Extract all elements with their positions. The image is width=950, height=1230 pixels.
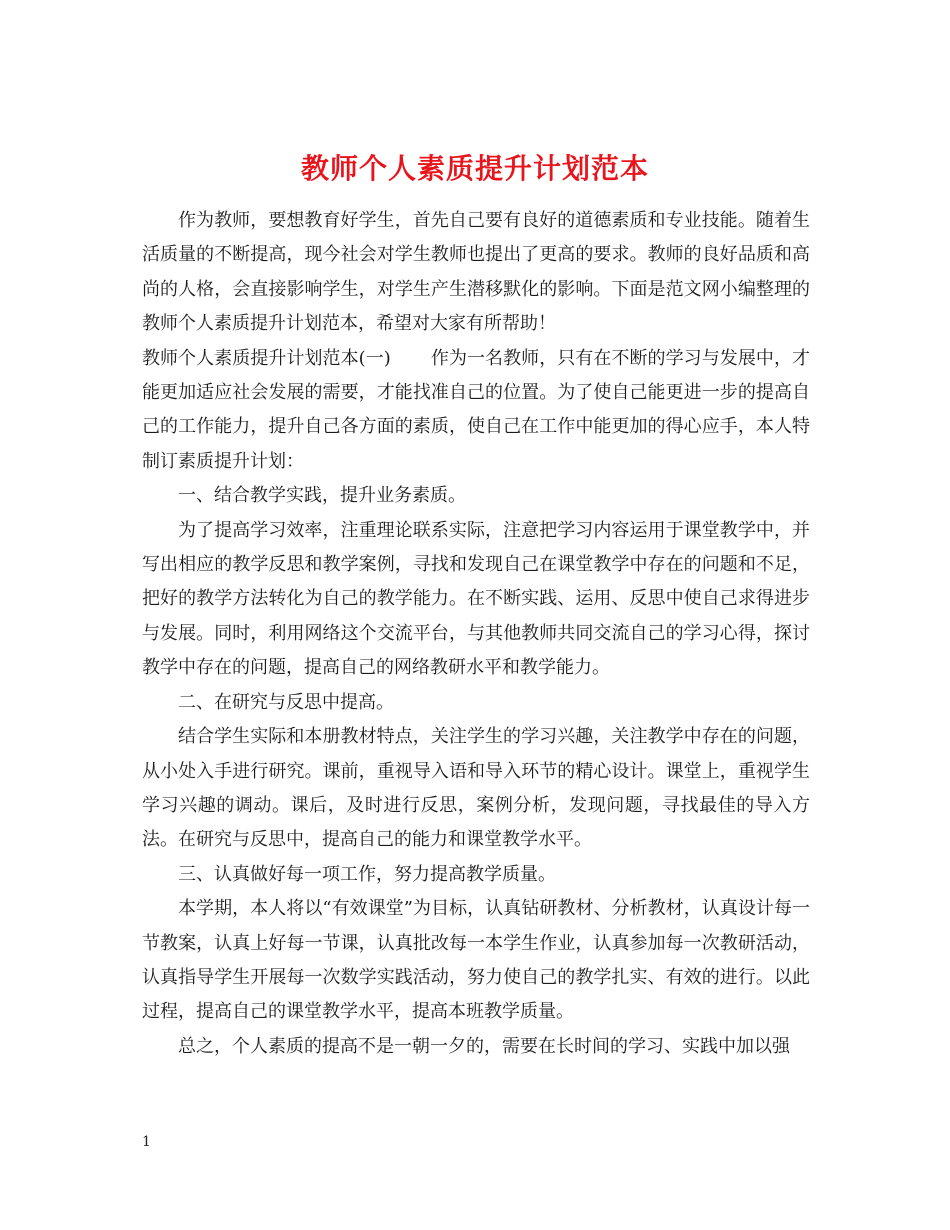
document-title: 教师个人素质提升计划范本 (300, 151, 649, 185)
point-1-text: 为了提高学习效率，注重理论联系实际，注意把学习内容运用于课堂教学中，并写出相应的教学反思和教学案例，寻找和发现自己在课堂教学中存在的问题和不足，把好的教学方法转化为自己的教学能力。在不断实践、运用、反思中使自己求得进步与发展。同时，利用网络这个交流平台，与其他教师共同交流自己的学习心得，探讨教学中存在的问题，提高自己的网络教研水平和教学能力。 (142, 519, 810, 679)
point-3-heading: 三、认真做好每一项工作，努力提高教学质量。 (178, 863, 556, 885)
point-1-heading: 一、结合教学实践，提升业务素质。 (178, 485, 466, 507)
intro-paragraph: 作为教师，要想教育好学生，首先自己要有良好的道德素质和专业技能。随着生活质量的不断提高，现今社会对学生教师也提出了更高的要求。教师的良好品质和高尚的人格，会直接影响学生，对学生产生潜移默化的影响。下面是范文网小编整理的教师个人素质提升计划范本，希望对大家有所帮助！ (142, 210, 810, 335)
point-2-heading: 二、在研究与反思中提高。 (178, 691, 394, 713)
section-heading: 教师个人素质提升计划范本(一) (142, 347, 391, 369)
point-3-text: 本学期，本人将以“有效课堂”为目标，认真钻研教材、分析教材，认真设计每一节教案，认真上好每一节课，认真批改每一本学生作业，认真参加每一次教研活动，认真指导学生开展每一次数学实践活动，努力使自己的教学扎实、有效的进行。以此过程，提高自己的课堂教学水平，提高本班教学质量。 (142, 898, 810, 1023)
conclusion-paragraph: 总之，个人素质的提高不是一朝一夕的，需要在长时间的学习、实践中加以强 (178, 1035, 790, 1057)
document-body (142, 204, 810, 1064)
section-intro: 作为一名教师，只有在不断的学习与发展中，才能更加适应社会发展的需要，才能找准自己的位置。为了使自己能更进一步的提高自己的工作能力，提升自己各方面的素质，使自己在工作中能更加的得心应手，本人特制订素质提升计划： (142, 347, 810, 472)
section-paragraph (142, 342, 810, 480)
point-2-text: 结合学生实际和本册教材特点，关注学生的学习兴趣，关注教学中存在的问题，从小处入手进行研究。课前，重视导入语和导入环节的精心设计。课堂上，重视学生学习兴趣的调动。课后，及时进行反思，案例分析，发现问题，寻找最佳的导入方法。在研究与反思中，提高自己的能力和课堂教学水平。 (142, 726, 810, 851)
page-number: 1 (142, 1134, 151, 1150)
